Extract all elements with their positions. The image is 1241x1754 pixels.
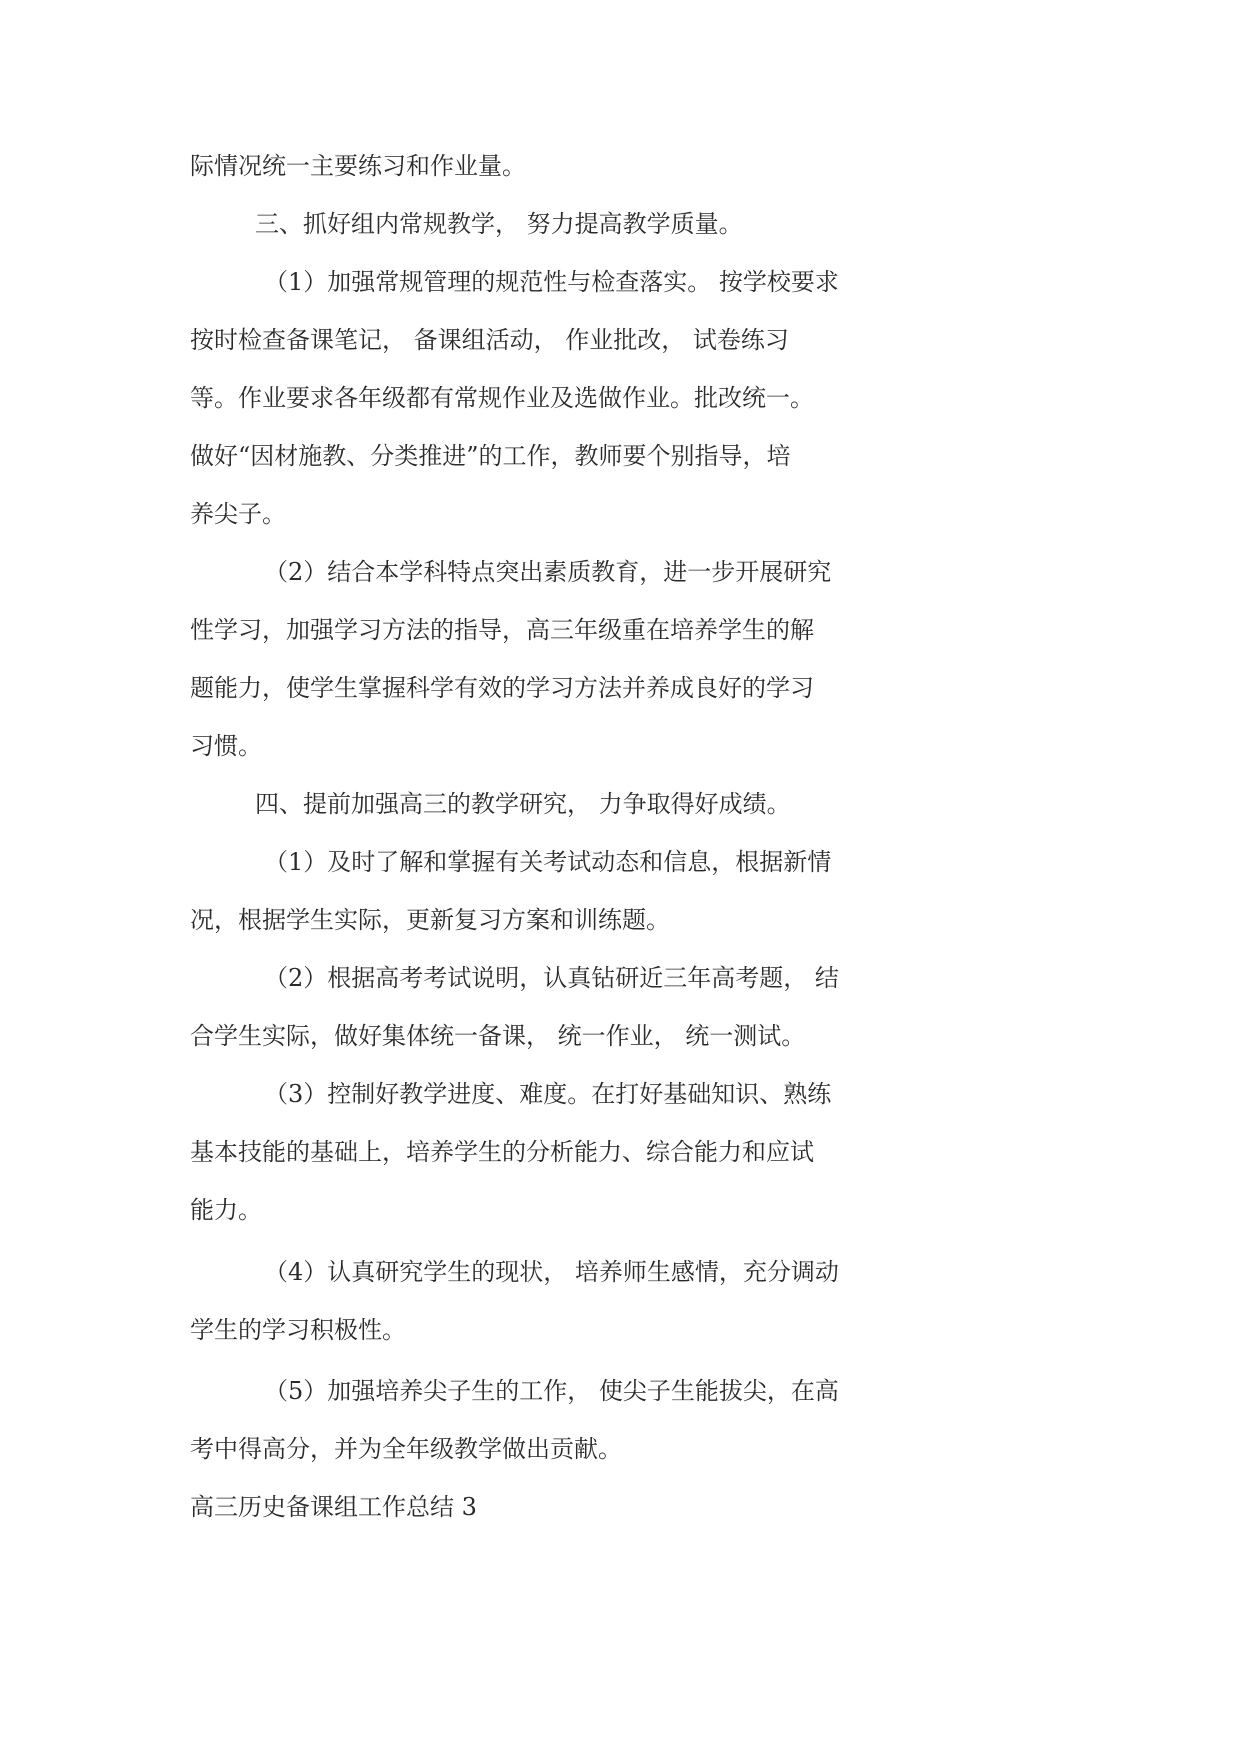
text-line: 习惯。 (190, 732, 262, 760)
text-line: 合学生实际，做好集体统一备课， 统一作业， 统一测试。 (190, 1022, 806, 1050)
text-line: 际情况统一主要练习和作业量。 (190, 152, 526, 180)
text-line: 做好“因材施教、分类推进”的工作，教师要个别指导，培 (190, 442, 791, 470)
text-line: 况，根据学生实际，更新复习方案和训练题。 (190, 906, 670, 934)
text-line: 题能力，使学生掌握科学有效的学习方法并养成良好的学习 (190, 674, 814, 702)
document-title: 高三历史备课组工作总结 3 (190, 1493, 477, 1521)
text-line: 能力。 (190, 1196, 262, 1224)
text-line: 按时检查备课笔记， 备课组活动， 作业批改， 试卷练习 (190, 326, 789, 354)
text-line: 学生的学习积极性。 (190, 1316, 406, 1344)
text-line: （1）及时了解和掌握有关考试动态和信息，根据新情 (264, 848, 832, 876)
text-line: （5）加强培养尖子生的工作， 使尖子生能拔尖，在高 (264, 1377, 839, 1405)
text-line: 性学习，加强学习方法的指导，高三年级重在培养学生的解 (190, 616, 814, 644)
text-line: 考中得高分，并为全年级教学做出贡献。 (190, 1435, 622, 1463)
section-heading: 三、抓好组内常规教学， 努力提高教学质量。 (255, 210, 743, 238)
text-line: 养尖子。 (190, 500, 286, 528)
text-line: （2）结合本学科特点突出素质教育，进一步开展研究 (264, 558, 832, 586)
text-line: （3）控制好教学进度、难度。在打好基础知识、熟练 (264, 1080, 832, 1108)
section-heading: 四、提前加强高三的教学研究， 力争取得好成绩。 (255, 790, 791, 818)
text-line: 等。作业要求各年级都有常规作业及选做作业。批改统一。 (190, 384, 814, 412)
text-line: （4）认真研究学生的现状， 培养师生感情，充分调动 (264, 1258, 839, 1286)
text-line: 基本技能的基础上，培养学生的分析能力、综合能力和应试 (190, 1138, 814, 1166)
text-line: （2）根据高考考试说明，认真钻研近三年高考题， 结 (264, 964, 839, 992)
text-line: （1）加强常规管理的规范性与检查落实。 按学校要求 (264, 268, 839, 296)
